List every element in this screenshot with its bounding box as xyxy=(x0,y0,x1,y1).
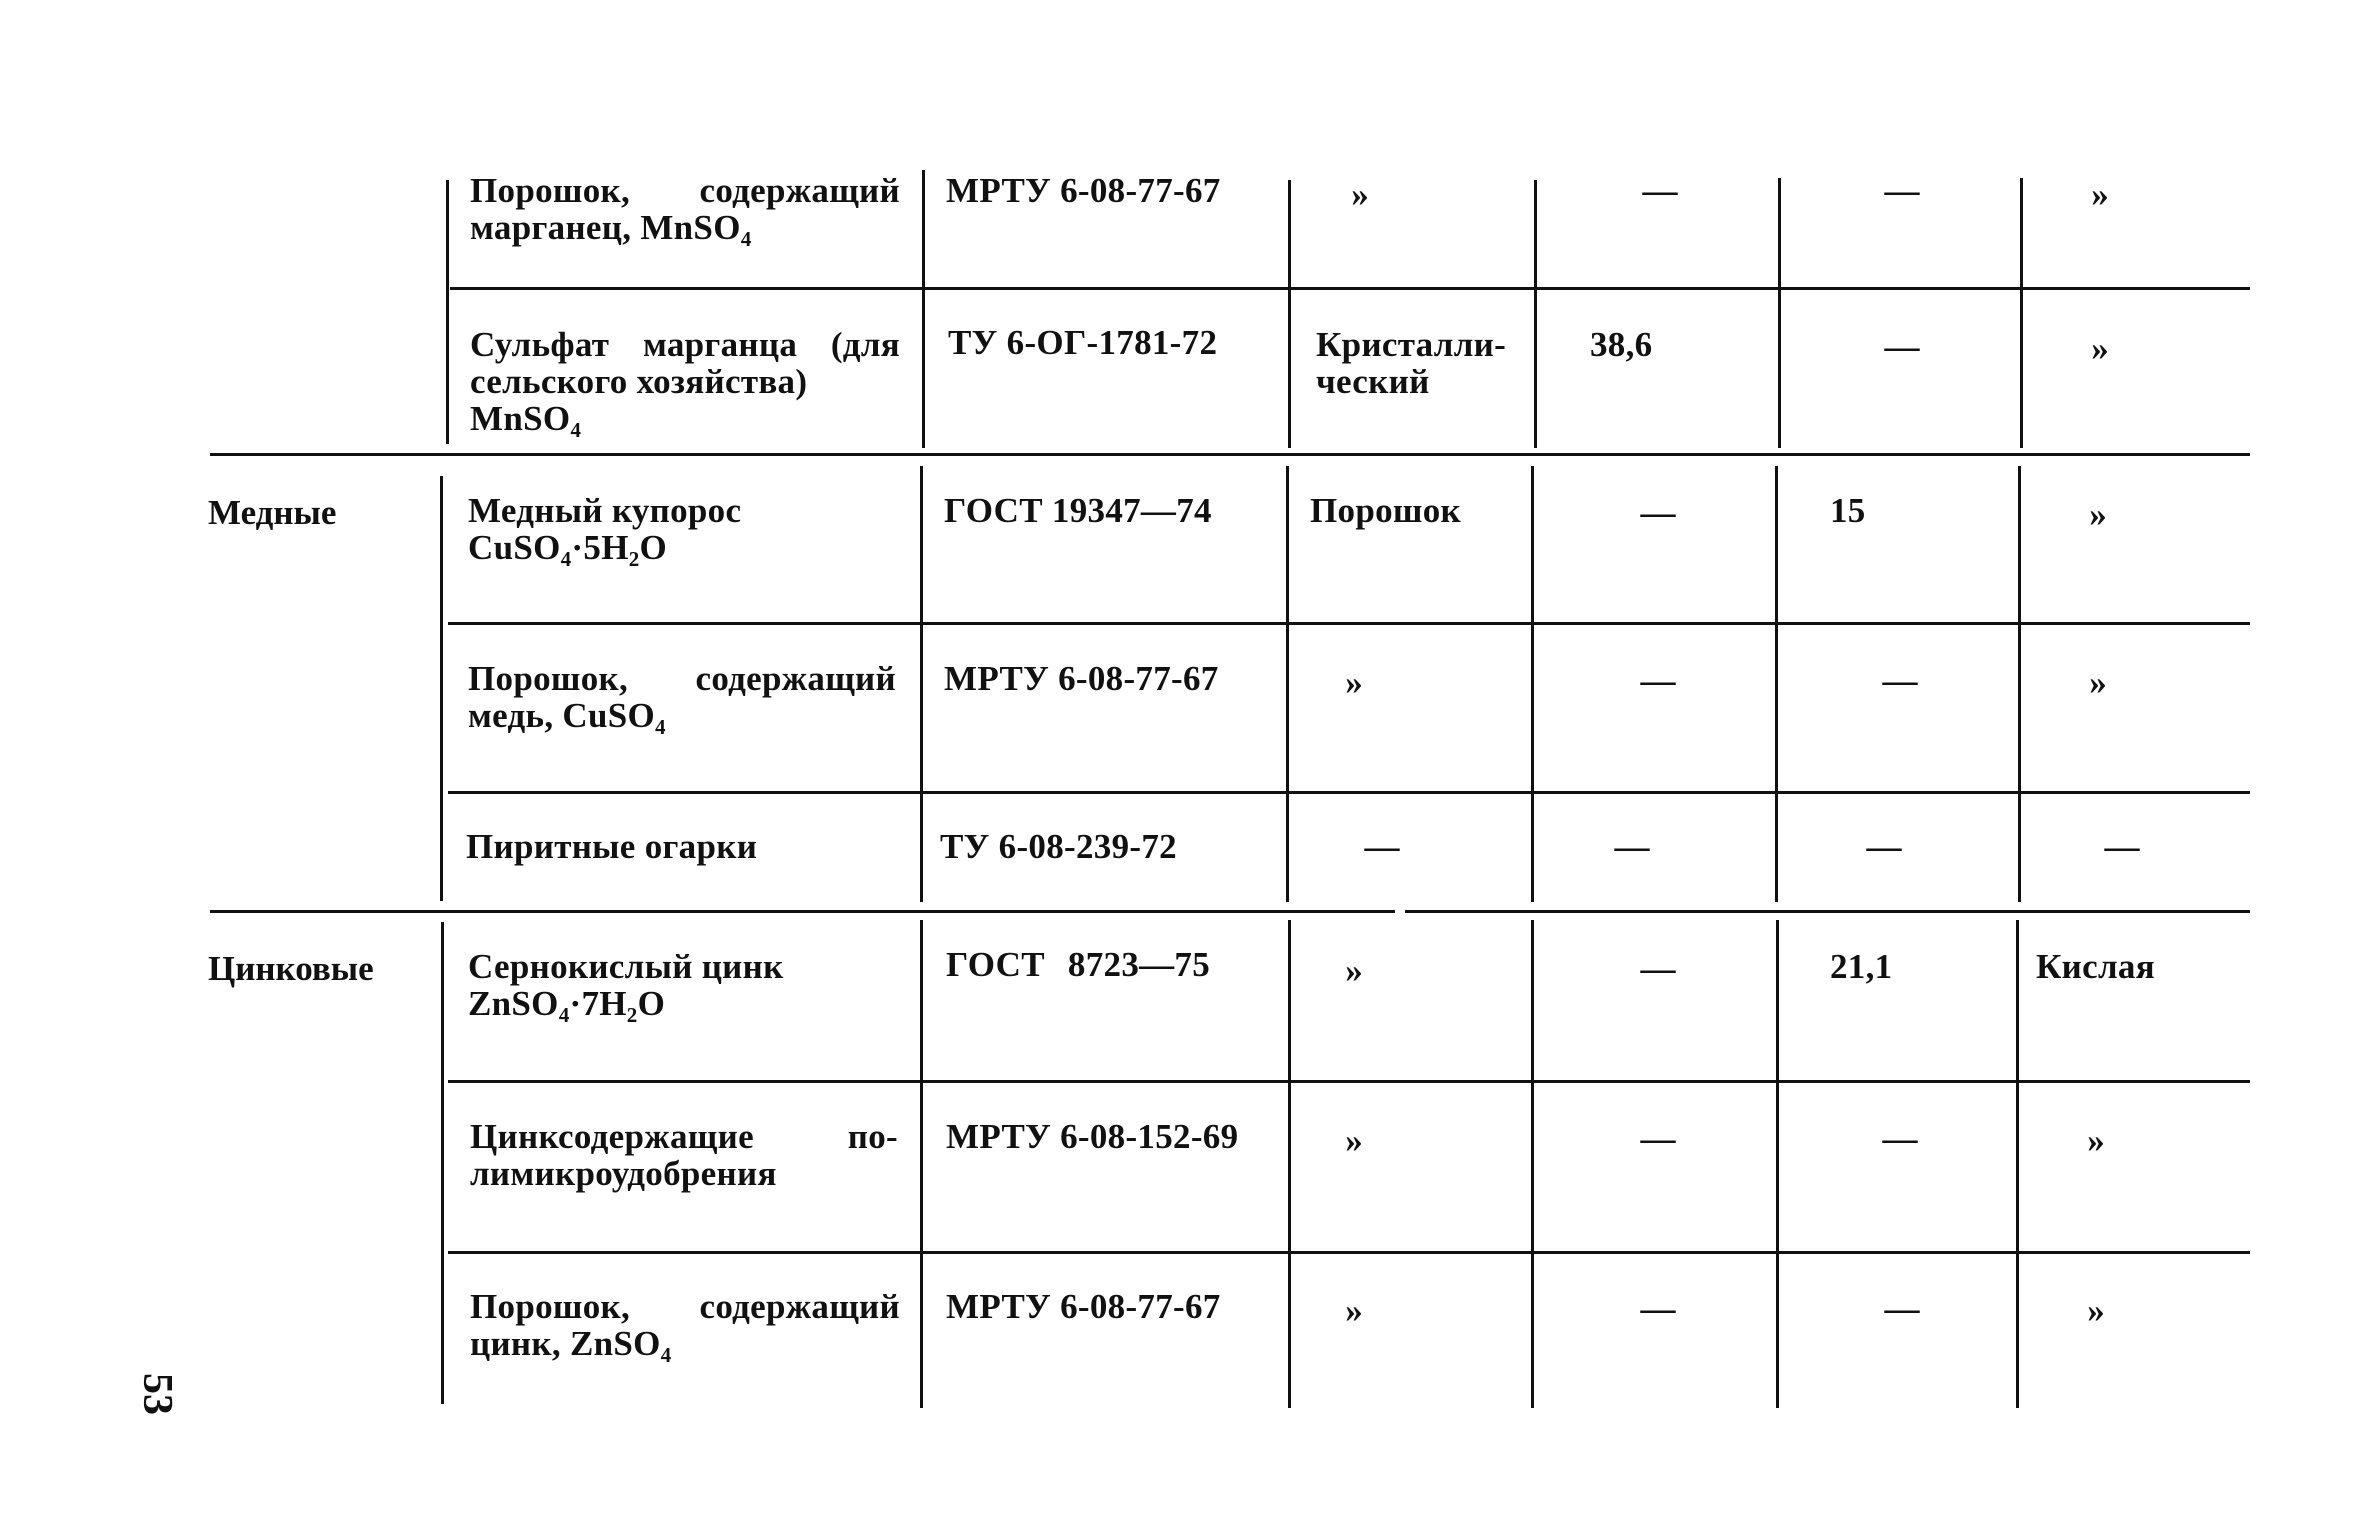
product-name-line: Порошок, содержащий xyxy=(468,659,896,698)
standard: ТУ 6-ОГ-1781-72 xyxy=(948,323,1218,362)
standard: ГОСТ 8723—75 xyxy=(946,945,1211,984)
brace-line xyxy=(440,476,443,901)
col6-value: » xyxy=(2089,663,2107,702)
product-name xyxy=(466,828,757,865)
standard: ТУ 6-08-239-72 xyxy=(940,827,1177,866)
col6-value: » xyxy=(2091,175,2109,214)
product-name-line: Цинксодержащие по- xyxy=(470,1117,898,1156)
col6-value: » xyxy=(2089,495,2107,534)
column-separator xyxy=(1776,920,1779,1408)
form-line: Кристалли- xyxy=(1316,325,1507,364)
product-name-line: Сернокислый цинк xyxy=(468,947,784,986)
product-name-line: Порошок, содержащий xyxy=(470,171,900,210)
col5-value: — xyxy=(1866,827,1902,866)
col6-value: — xyxy=(2104,827,2140,866)
product-name-line: медь, CuSO₄ xyxy=(468,696,666,735)
col5-value: — xyxy=(1882,661,1918,700)
row-divider xyxy=(448,1251,2250,1254)
col6-value: » xyxy=(2087,1121,2105,1160)
col4-value: — xyxy=(1640,493,1676,532)
column-separator xyxy=(1288,180,1291,448)
form: Порошок xyxy=(1310,491,1462,530)
product-name-line: цинк, ZnSO₄ xyxy=(470,1324,672,1363)
group-divider xyxy=(1405,910,2250,913)
column-separator xyxy=(2016,920,2019,1408)
product-name-line: Медный купорос xyxy=(468,491,742,530)
standard: МРТУ 6-08-77-67 xyxy=(946,171,1221,210)
product-name-line: марганец, MnSO₄ xyxy=(470,208,752,247)
form xyxy=(1316,326,1506,400)
standard: МРТУ 6-08-77-67 xyxy=(944,659,1219,698)
column-separator xyxy=(922,170,925,448)
row-divider xyxy=(448,622,2250,625)
col4-value: — xyxy=(1640,949,1676,988)
product-name xyxy=(470,1288,900,1362)
column-separator xyxy=(2020,178,2023,448)
column-separator xyxy=(1534,180,1537,448)
col4-value: 38,6 xyxy=(1590,325,1653,364)
product-name-line: Пиритные огарки xyxy=(466,827,758,866)
product-name-line: лимикроудобрения xyxy=(470,1154,777,1193)
product-name xyxy=(470,326,900,437)
col5-value: 15 xyxy=(1830,491,1866,530)
group-divider xyxy=(210,910,1395,913)
column-separator xyxy=(1778,178,1781,448)
product-name-line: CuSO₄·5H₂O xyxy=(468,528,668,567)
column-separator xyxy=(1288,920,1291,1408)
standard: ГОСТ 19347—74 xyxy=(944,491,1212,530)
form: » xyxy=(1345,1291,1363,1330)
form: » xyxy=(1351,175,1369,214)
col5-value: — xyxy=(1884,327,1920,366)
col6-value: » xyxy=(2091,329,2109,368)
form: » xyxy=(1345,663,1363,702)
column-separator xyxy=(920,920,923,1408)
product-name-line: Сульфат марганца (для xyxy=(470,325,900,364)
brace-line xyxy=(441,922,444,1404)
standard: МРТУ 6-08-77-67 xyxy=(946,1287,1221,1326)
column-separator xyxy=(1531,920,1534,1408)
brace-line xyxy=(446,180,449,444)
product-name-line: ZnSO₄·7H₂O xyxy=(468,984,666,1023)
col5-value: 21,1 xyxy=(1830,947,1893,986)
col4-value: — xyxy=(1642,171,1678,210)
form: — xyxy=(1364,827,1400,866)
col6-value: » xyxy=(2087,1291,2105,1330)
product-name-line: сельского хозяйства) xyxy=(470,362,808,401)
col5-value: — xyxy=(1882,1119,1918,1158)
row-divider xyxy=(448,791,2250,794)
form: » xyxy=(1345,1121,1363,1160)
standard: МРТУ 6-08-152-69 xyxy=(946,1117,1239,1156)
col4-value: — xyxy=(1640,661,1676,700)
product-name xyxy=(470,172,900,246)
col6-value: Кислая xyxy=(2036,947,2155,986)
col4-value: — xyxy=(1614,827,1650,866)
col5-value: — xyxy=(1884,171,1920,210)
column-separator xyxy=(920,466,923,902)
column-separator xyxy=(2018,466,2021,902)
col4-value: — xyxy=(1640,1119,1676,1158)
col4-value: — xyxy=(1640,1289,1676,1328)
product-name xyxy=(468,948,898,1022)
group-label-zinc: Цинковые xyxy=(208,949,374,988)
column-separator xyxy=(1286,466,1289,902)
group-divider xyxy=(210,453,2250,456)
product-name-line: MnSO₄ xyxy=(470,399,582,438)
form: » xyxy=(1345,951,1363,990)
group-label-copper: Медные xyxy=(208,493,337,532)
product-name xyxy=(468,492,898,566)
row-divider xyxy=(450,287,2250,290)
product-name-line: Порошок, содержащий xyxy=(470,1287,900,1326)
page-number: 53 xyxy=(134,1373,180,1415)
form-line: ческий xyxy=(1316,362,1430,401)
product-name xyxy=(470,1118,898,1192)
row-divider xyxy=(448,1080,2250,1083)
product-name xyxy=(468,660,896,734)
column-separator xyxy=(1531,466,1534,902)
column-separator xyxy=(1775,466,1778,902)
col5-value: — xyxy=(1884,1289,1920,1328)
